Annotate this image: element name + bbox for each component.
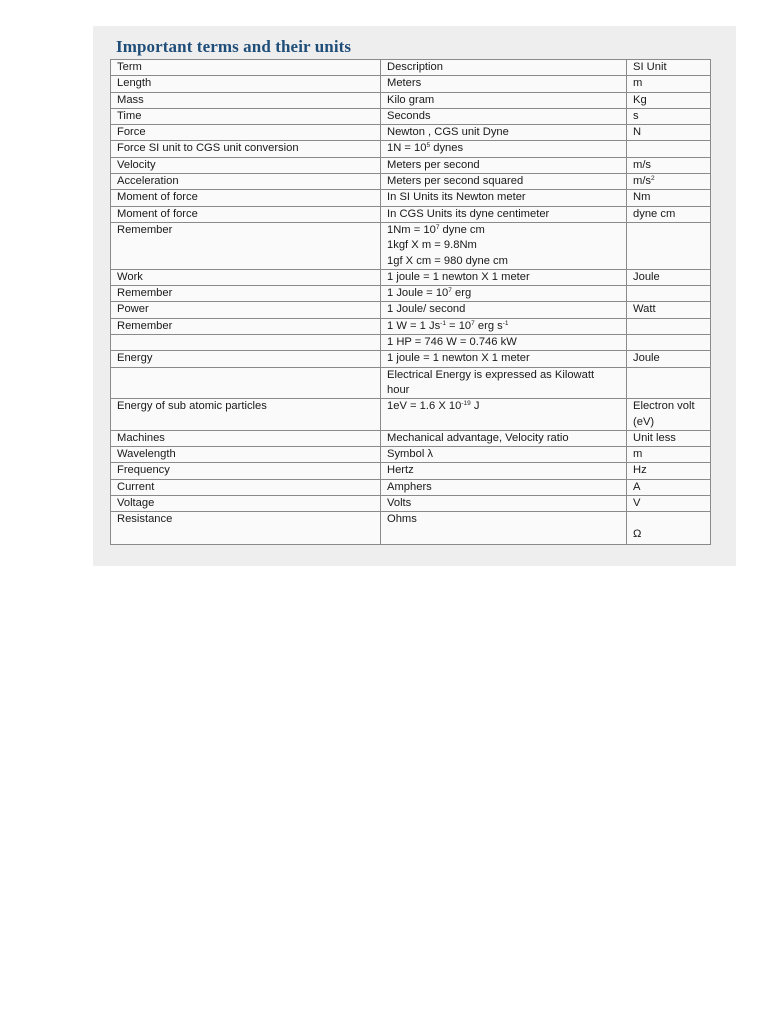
term-cell: Mass [111,92,381,108]
description-cell: $1N = 10^5$ dynes [381,141,627,157]
description-cell: Volts [381,496,627,512]
description-cell: Ohms [381,512,627,545]
description-cell: 1 W = 1 $Js^{-1} = 10^7$ erg $s^{-1}$ [381,318,627,334]
description-cell: Meters [381,76,627,92]
si-unit-cell [627,318,711,334]
description-cell: Hertz [381,463,627,479]
table-row [111,222,711,269]
description-cell: 1 Joule = $10^7$ erg [381,286,627,302]
description-cell: In CGS Units its dyne centimeter [381,206,627,222]
table-row [111,76,711,92]
table-row [111,141,711,157]
si-unit-cell: Unit less [627,430,711,446]
term-cell [111,335,381,351]
si-unit-cell: m [627,447,711,463]
table-row [111,496,711,512]
table-row [111,512,711,545]
table-row [111,399,711,431]
si-unit-cell [627,335,711,351]
si-unit-cell: Hz [627,463,711,479]
table-row [111,92,711,108]
document-panel [93,26,736,566]
table-row [111,479,711,495]
term-cell: Power [111,302,381,318]
table-row [111,190,711,206]
si-unit-cell: N [627,125,711,141]
table-row [111,318,711,334]
term-cell: Force SI unit to CGS unit conversion [111,141,381,157]
term-cell [111,367,381,399]
term-cell: Energy [111,351,381,367]
si-unit-cell: Ω [627,512,711,545]
header-term: Term [111,60,381,76]
document-title: Important terms and their units [116,37,352,56]
description-cell: 1 HP = 746 W = 0.746 kW [381,335,627,351]
si-unit-cell: A [627,479,711,495]
table-row [111,463,711,479]
term-cell: Current [111,479,381,495]
si-unit-cell: m [627,76,711,92]
description-cell: 1 joule = 1 newton X 1 meter [381,269,627,285]
term-cell: Moment of force [111,190,381,206]
term-cell: Force [111,125,381,141]
si-unit-cell: Joule [627,351,711,367]
term-cell: Velocity [111,157,381,173]
table-row [111,174,711,190]
description-cell: Meters per second [381,157,627,173]
description-cell: $1Nm = 10^7$ dyne cm 1kgf X m = 9.8Nm 1gf X cm = 980 dyne cm [381,222,627,269]
term-cell: Work [111,269,381,285]
term-cell: Voltage [111,496,381,512]
si-unit-cell: Joule [627,269,711,285]
header-description: Description [381,60,627,76]
units-table [110,59,711,545]
header-si-unit: SI Unit [627,60,711,76]
si-unit-cell: Electron volt (eV) [627,399,711,431]
term-cell: Moment of force [111,206,381,222]
si-unit-cell: dyne cm [627,206,711,222]
term-cell: Machines [111,430,381,446]
table-header-row [111,60,711,76]
description-cell: Mechanical advantage, Velocity ratio [381,430,627,446]
table-row [111,125,711,141]
table-row [111,269,711,285]
si-unit-cell: Nm [627,190,711,206]
table-row [111,335,711,351]
table-row [111,367,711,399]
description-cell: 1 Joule/ second [381,302,627,318]
si-unit-cell [627,286,711,302]
si-unit-cell: V [627,496,711,512]
description-cell: 1eV = 1.6 X $10^{-19}$ J [381,399,627,431]
si-unit-cell [627,141,711,157]
si-unit-cell [627,222,711,269]
si-unit-cell: $m/s^2$ [627,174,711,190]
si-unit-cell: Kg [627,92,711,108]
description-cell: Symbol λ [381,447,627,463]
term-cell: Wavelength [111,447,381,463]
term-cell: Remember [111,286,381,302]
description-cell: Kilo gram [381,92,627,108]
term-cell: Frequency [111,463,381,479]
description-cell: Seconds [381,108,627,124]
table-row [111,206,711,222]
si-unit-cell: s [627,108,711,124]
si-unit-cell: m/s [627,157,711,173]
table-row [111,351,711,367]
table-row [111,447,711,463]
table-row [111,302,711,318]
term-cell: Time [111,108,381,124]
term-cell: Energy of sub atomic particles [111,399,381,431]
term-cell: Acceleration [111,174,381,190]
table-row [111,157,711,173]
table-row [111,286,711,302]
term-cell: Remember [111,318,381,334]
si-unit-cell: Watt [627,302,711,318]
description-cell: Amphers [381,479,627,495]
table-row [111,108,711,124]
description-cell: Newton , CGS unit Dyne [381,125,627,141]
description-cell: Meters per second squared [381,174,627,190]
term-cell: Remember [111,222,381,269]
si-unit-cell [627,367,711,399]
term-cell: Length [111,76,381,92]
table-body [111,76,711,545]
term-cell: Resistance [111,512,381,545]
table-row [111,430,711,446]
description-cell: 1 joule = 1 newton X 1 meter [381,351,627,367]
description-cell: Electrical Energy is expressed as Kilowatt hour [381,367,627,399]
description-cell: In SI Units its Newton meter [381,190,627,206]
